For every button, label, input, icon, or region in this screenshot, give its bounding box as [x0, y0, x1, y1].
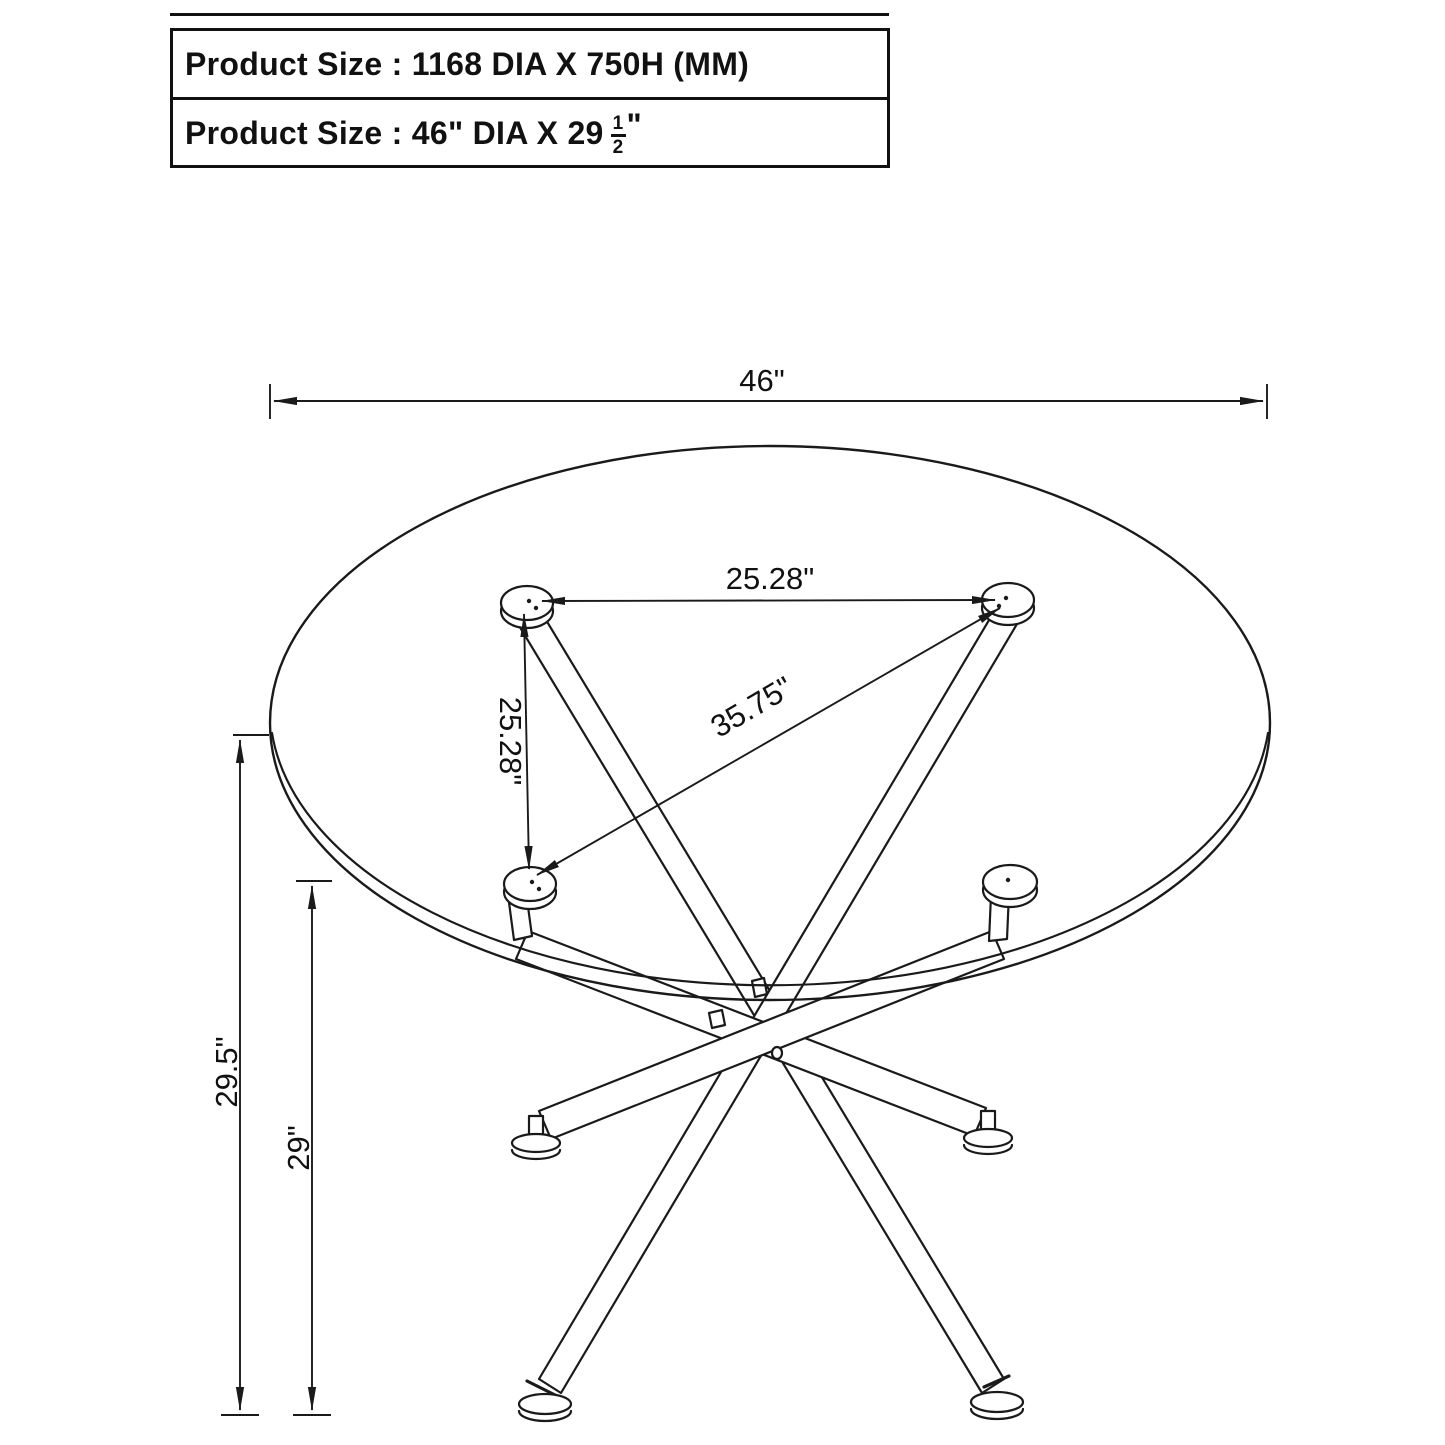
leg-cap-top-left	[501, 586, 553, 628]
dim-2528v-label: 25.28"	[493, 696, 528, 786]
leg-cap-right	[983, 865, 1037, 907]
dim-29-label: 29"	[281, 1125, 316, 1171]
title-block	[170, 28, 890, 168]
hub-bracket-nub-2	[709, 1010, 725, 1028]
dim-2528h-line	[542, 600, 995, 601]
product-size-mm-row	[173, 31, 887, 100]
dim-46-label: 46"	[739, 363, 785, 398]
glass-top-thickness-edge	[272, 733, 1268, 985]
hub-bracket-nub	[752, 978, 767, 997]
product-size-inch-text: Product Size : 46" DIA X 29	[185, 114, 604, 151]
dim-2528h-label: 25.28"	[725, 561, 815, 596]
fraction-denominator: 2	[612, 136, 624, 158]
product-size-mm-text: Product Size : 1168 DIA X 750H (MM)	[185, 45, 750, 82]
inch-mark: "	[626, 106, 643, 143]
product-size-inch-row	[173, 100, 887, 166]
leg-cap-bottom-left	[504, 867, 556, 909]
fraction-one-half	[611, 114, 626, 157]
title-block-top-border	[170, 13, 889, 16]
glass-top-rim	[270, 446, 1270, 1000]
dim-295-label: 29.5"	[209, 1036, 244, 1108]
hub-screw	[772, 1047, 782, 1059]
leg-cap-top-right	[982, 583, 1034, 625]
dim-3575-label: 35.75"	[704, 669, 799, 745]
fraction-numerator: 1	[611, 114, 626, 137]
